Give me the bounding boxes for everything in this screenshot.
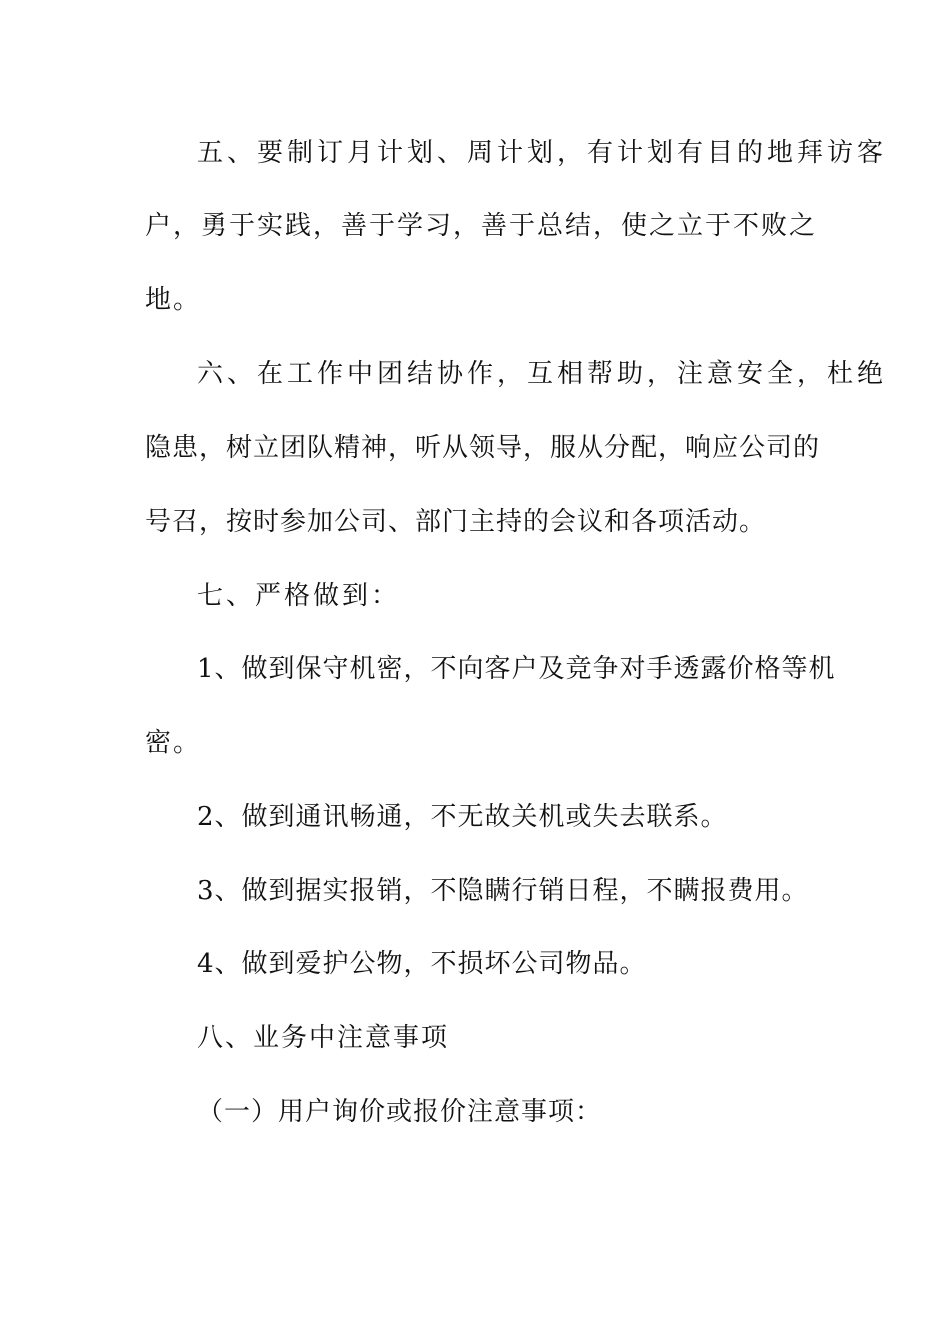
- paragraph-5-line-1: 五、要制订月计划、周计划，有计划有目的地拜访客: [197, 138, 888, 168]
- paragraph-6-line-3: 号召，按时参加公司、部门主持的会议和各项活动。: [145, 507, 767, 537]
- paragraph-5-line-2: 户，勇于实践，善于学习，善于总结，使之立于不败之: [145, 211, 818, 241]
- item-2: 2、做到通讯畅通，不无故关机或失去联系。: [197, 802, 728, 832]
- item-4: 4、做到爱护公物，不损坏公司物品。: [197, 949, 647, 979]
- section-8-heading: 八、业务中注意事项: [197, 1023, 450, 1053]
- paragraph-6-line-1: 六、在工作中团结协作，互相帮助，注意安全，杜绝: [197, 359, 888, 389]
- paragraph-6-line-2: 隐患，树立团队精神，听从领导，服从分配，响应公司的: [145, 433, 821, 463]
- item-3: 3、做到据实报销，不隐瞒行销日程，不瞒报费用。: [197, 876, 809, 906]
- subsection-1-heading: （一）用户询价或报价注意事项：: [197, 1097, 603, 1127]
- section-7-heading: 七、严格做到：: [197, 581, 401, 611]
- item-1-line-2: 密。: [145, 728, 202, 758]
- item-1-line-1: 1、做到保守机密，不向客户及竞争对手透露价格等机: [197, 654, 836, 684]
- paragraph-5-line-3: 地。: [145, 285, 202, 315]
